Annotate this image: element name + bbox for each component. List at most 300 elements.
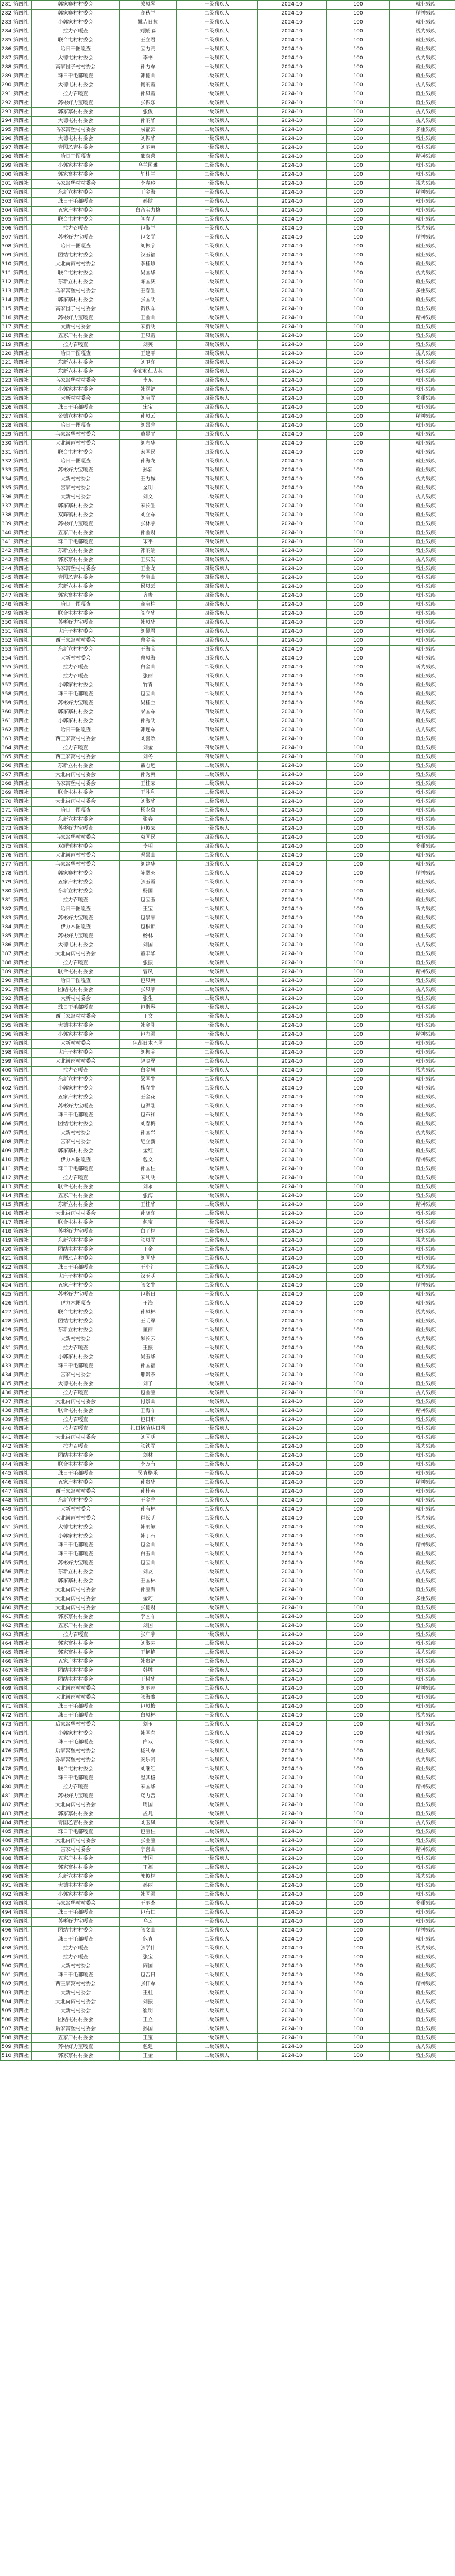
table-row [1,1918,455,1927]
table-row [1,305,455,314]
cell-village: 乌家窝堡村村委会 [32,1900,120,1909]
table-row [1,350,455,359]
cell-amount: 100 [327,1846,390,1855]
cell-amount: 100 [327,54,390,63]
cell-village: 大新村村委会 [32,1040,120,1049]
cell-amount: 100 [327,1667,390,1676]
cell-village: 珠日干毛都嘎查 [32,1935,120,1944]
cell-amount: 100 [327,1523,390,1532]
cell-district: 第四社 [12,1900,32,1909]
cell-period: 2024-10 [258,1810,327,1819]
cell-person-name: 孙凤林 [120,1308,177,1317]
cell-person-name: 曹金宝 [120,637,177,646]
cell-period: 2024-10 [258,1595,327,1604]
cell-disability-type: 就业残疾 [390,520,455,529]
cell-village: 西王家窝村村委会 [32,637,120,646]
cell-period: 2024-10 [258,1927,327,1935]
cell-district: 第四社 [12,798,32,807]
cell-amount: 100 [327,2007,390,2016]
cell-disability-level: 一级残疾人 [177,233,258,242]
cell-disability-type: 就业残疾 [390,780,455,789]
cell-disability-type: 视力残疾 [390,1443,455,1452]
table-row [1,771,455,780]
cell-district: 第四社 [12,233,32,242]
cell-period: 2024-10 [258,1111,327,1120]
table-row [1,574,455,583]
cell-row-number: 480 [1,1783,12,1792]
cell-disability-type: 就业残疾 [390,1667,455,1676]
table-row [1,296,455,305]
table-row [1,108,455,117]
cell-row-number: 343 [1,556,12,565]
cell-district: 第四社 [12,1891,32,1900]
cell-district: 第四社 [12,1649,32,1658]
cell-district: 第四社 [12,2025,32,2034]
cell-village: 苏彬好力宝嘎查 [32,914,120,923]
cell-disability-type: 就业残疾 [390,1425,455,1434]
cell-row-number: 320 [1,350,12,359]
cell-amount: 100 [327,45,390,54]
cell-disability-level: 二级残疾人 [177,287,258,296]
table-row [1,27,455,36]
cell-person-name: 王海宝 [120,646,177,654]
cell-person-name: 张广宇 [120,1631,177,1640]
cell-district: 第四社 [12,744,32,753]
table-row [1,1559,455,1568]
cell-amount: 100 [327,1147,390,1156]
cell-person-name: 包凤梅 [120,1703,177,1712]
cell-disability-type: 视力残疾 [390,1335,455,1344]
cell-person-name: 金布和仁古拉 [120,368,177,377]
cell-row-number: 290 [1,81,12,90]
cell-person-name: 王海军 [120,1407,177,1416]
cell-row-number: 458 [1,1586,12,1595]
cell-row-number: 479 [1,1774,12,1783]
cell-district: 第四社 [12,189,32,198]
cell-period: 2024-10 [258,1192,327,1201]
cell-disability-level: 一级残疾人 [177,296,258,305]
cell-row-number: 509 [1,2043,12,2052]
table-row [1,726,455,735]
cell-village: 联合屯村村委会 [32,610,120,619]
cell-disability-level: 二级残疾人 [177,1532,258,1541]
table-row [1,1891,455,1900]
cell-period: 2024-10 [258,198,327,207]
cell-amount: 100 [327,162,390,171]
cell-disability-type: 就业残疾 [390,1013,455,1022]
table-row [1,1729,455,1738]
cell-row-number: 430 [1,1335,12,1344]
cell-village: 大新村村委会 [32,1962,120,1971]
cell-district: 第四社 [12,1461,32,1470]
cell-disability-level: 二级残疾人 [177,1738,258,1747]
cell-village: 东新立村村委会 [32,1497,120,1506]
cell-village: 东新立村村委会 [32,278,120,287]
cell-amount: 100 [327,950,390,959]
cell-person-name: 李万有 [120,1461,177,1470]
cell-disability-type: 就业残疾 [390,1371,455,1380]
cell-person-name: 温其格 [120,1774,177,1783]
cell-disability-level: 一级残疾人 [177,932,258,941]
cell-amount: 100 [327,1756,390,1765]
cell-disability-type: 就业残疾 [390,1380,455,1389]
cell-district: 第四社 [12,386,32,395]
cell-period: 2024-10 [258,225,327,233]
cell-person-name: 包宝玉 [120,896,177,905]
cell-row-number: 420 [1,1246,12,1255]
cell-disability-type: 就业残疾 [390,1040,455,1049]
cell-village: 苏彬好力宝嘎查 [32,466,120,475]
cell-period: 2024-10 [258,1541,327,1550]
cell-district: 第四社 [12,1434,32,1443]
cell-amount: 100 [327,2025,390,2034]
table-row [1,977,455,986]
table-row [1,1953,455,1962]
cell-row-number: 419 [1,1237,12,1246]
cell-period: 2024-10 [258,1425,327,1434]
cell-person-name: 刘振华 [120,135,177,144]
cell-village: 拉力召嘎查 [32,663,120,672]
cell-district: 第四社 [12,1980,32,1989]
cell-district: 第四社 [12,457,32,466]
cell-disability-level: 一级残疾人 [177,135,258,144]
cell-period: 2024-10 [258,896,327,905]
cell-period: 2024-10 [258,771,327,780]
cell-district: 第四社 [12,1631,32,1640]
cell-row-number: 439 [1,1416,12,1425]
table-row [1,708,455,717]
cell-person-name: 张文生 [120,1282,177,1291]
cell-amount: 100 [327,601,390,610]
cell-row-number: 300 [1,171,12,180]
table-row [1,735,455,744]
cell-disability-level: 二级残疾人 [177,1282,258,1291]
cell-person-name: 刘冬 [120,753,177,762]
cell-period: 2024-10 [258,529,327,538]
cell-row-number: 411 [1,1165,12,1174]
cell-amount: 100 [327,834,390,843]
cell-amount: 100 [327,117,390,126]
cell-row-number: 293 [1,108,12,117]
cell-row-number: 407 [1,1129,12,1138]
table-row [1,162,455,171]
cell-amount: 100 [327,735,390,744]
table-row [1,547,455,556]
cell-disability-level: 二级残疾人 [177,1479,258,1488]
cell-amount: 100 [327,1407,390,1416]
cell-row-number: 371 [1,807,12,816]
cell-disability-level: 二级残疾人 [177,216,258,225]
cell-disability-level: 二级残疾人 [177,36,258,45]
cell-village: 团结屯村村委会 [32,1927,120,1935]
cell-row-number: 483 [1,1810,12,1819]
cell-period: 2024-10 [258,1568,327,1577]
cell-amount: 100 [327,1273,390,1282]
cell-disability-type: 就业残疾 [390,18,455,27]
cell-period: 2024-10 [258,681,327,690]
cell-village: 东新立村村委会 [32,1076,120,1084]
cell-period: 2024-10 [258,422,327,431]
cell-district: 第四社 [12,1828,32,1837]
cell-district: 第四社 [12,153,32,162]
cell-period: 2024-10 [258,1174,327,1183]
cell-person-name: 王庆发 [120,556,177,565]
cell-disability-level: 二级残疾人 [177,1846,258,1855]
cell-disability-level: 一级残疾人 [177,54,258,63]
cell-village: 珠日干毛都嘎查 [32,1550,120,1559]
cell-row-number: 366 [1,762,12,771]
cell-disability-level: 四级残疾人 [177,332,258,341]
cell-district: 第四社 [12,332,32,341]
cell-district: 第四社 [12,619,32,628]
cell-period: 2024-10 [258,816,327,825]
cell-person-name: 曹凤海 [120,654,177,663]
table-row [1,1667,455,1676]
cell-disability-type: 视力残疾 [390,556,455,565]
cell-village: 哈日干图嘎查 [32,905,120,914]
cell-row-number: 466 [1,1658,12,1667]
cell-disability-type: 就业残疾 [390,36,455,45]
cell-disability-type: 视力残疾 [390,1819,455,1828]
cell-amount: 100 [327,529,390,538]
table-row [1,1792,455,1801]
cell-disability-level: 一级残疾人 [177,1855,258,1864]
table-row [1,153,455,162]
cell-district: 第四社 [12,1040,32,1049]
table-row [1,1694,455,1703]
table-row [1,1362,455,1371]
cell-person-name: 杨利军 [120,1747,177,1756]
cell-village: 苏彬好力宝嘎查 [32,1918,120,1927]
cell-disability-type: 就业残疾 [390,681,455,690]
cell-row-number: 485 [1,1828,12,1837]
cell-row-number: 482 [1,1801,12,1810]
cell-period: 2024-10 [258,314,327,323]
cell-disability-type: 视力残疾 [390,1129,455,1138]
cell-district: 第四社 [12,601,32,610]
table-row [1,610,455,619]
table-row [1,816,455,825]
table-row [1,1326,455,1335]
cell-period: 2024-10 [258,81,327,90]
table-row [1,1049,455,1058]
cell-village: 郭家寨村村委会 [32,108,120,117]
cell-disability-level: 二级残疾人 [177,1729,258,1738]
cell-district: 第四社 [12,135,32,144]
cell-period: 2024-10 [258,1559,327,1568]
cell-row-number: 394 [1,1013,12,1022]
table-row [1,63,455,72]
cell-village: 珠日干毛都嘎查 [32,1828,120,1837]
cell-amount: 100 [327,2043,390,2052]
cell-row-number: 403 [1,1093,12,1102]
cell-period: 2024-10 [258,654,327,663]
cell-village: 苏彬好力宝嘎查 [32,1102,120,1111]
cell-district: 第四社 [12,431,32,440]
cell-disability-type: 视力残疾 [390,1264,455,1273]
cell-amount: 100 [327,717,390,726]
cell-period: 2024-10 [258,1479,327,1488]
cell-disability-level: 一级残疾人 [177,1219,258,1228]
cell-disability-level: 四级残疾人 [177,654,258,663]
cell-disability-type: 就业残疾 [390,717,455,726]
table-row [1,1255,455,1264]
cell-period: 2024-10 [258,2043,327,2052]
cell-person-name: 孙海龙 [120,457,177,466]
table-row [1,1577,455,1586]
cell-district: 第四社 [12,1407,32,1416]
cell-period: 2024-10 [258,1846,327,1855]
cell-disability-type: 就业残疾 [390,637,455,646]
cell-person-name: 孙国兴 [120,1129,177,1138]
cell-amount: 100 [327,1541,390,1550]
cell-amount: 100 [327,932,390,941]
cell-disability-level: 二级残疾人 [177,314,258,323]
cell-person-name: 刘淑芬 [120,1640,177,1649]
cell-person-name: 包根锁 [120,923,177,932]
cell-district: 第四社 [12,81,32,90]
cell-disability-level: 一级残疾人 [177,1783,258,1792]
cell-amount: 100 [327,1855,390,1864]
cell-district: 第四社 [12,1846,32,1855]
cell-row-number: 392 [1,995,12,1004]
cell-period: 2024-10 [258,1658,327,1667]
cell-amount: 100 [327,144,390,153]
cell-amount: 100 [327,1299,390,1308]
cell-period: 2024-10 [258,1237,327,1246]
cell-person-name: 孙晓东 [120,1210,177,1219]
cell-person-name: 刘玉 [120,1721,177,1729]
cell-person-name: 包青 [120,1935,177,1944]
cell-village: 大新村村委会 [32,1506,120,1514]
cell-period: 2024-10 [258,1380,327,1389]
cell-village: 苏彬好力宝嘎查 [32,825,120,834]
cell-district: 第四社 [12,1703,32,1712]
cell-district: 第四社 [12,1246,32,1255]
cell-district: 第四社 [12,260,32,269]
cell-person-name: 张金宝 [120,1837,177,1846]
cell-village: 联合屯村村委会 [32,36,120,45]
cell-amount: 100 [327,1210,390,1219]
cell-disability-type: 就业残疾 [390,144,455,153]
cell-person-name: 王明军 [120,1317,177,1326]
cell-person-name: 刘继红 [120,1765,177,1774]
table-body [1,1,455,2061]
cell-period: 2024-10 [258,914,327,923]
cell-village: 宫家村村委会 [32,484,120,493]
cell-disability-type: 视力残疾 [390,986,455,995]
table-row [1,968,455,977]
table-row [1,1353,455,1362]
cell-disability-level: 二级残疾人 [177,1407,258,1416]
table-row [1,896,455,905]
table-row [1,717,455,726]
cell-village: 哈日干图嘎查 [32,726,120,735]
cell-period: 2024-10 [258,1147,327,1156]
cell-period: 2024-10 [258,1067,327,1076]
cell-period: 2024-10 [258,1273,327,1282]
table-row [1,2025,455,2034]
table-row [1,404,455,413]
cell-person-name: 张振东 [120,99,177,108]
cell-district: 第四社 [12,896,32,905]
cell-period: 2024-10 [258,431,327,440]
cell-person-name: 包宝柱 [120,1828,177,1837]
table-row [1,386,455,395]
cell-disability-type: 就业残疾 [390,1971,455,1980]
cell-person-name: 宋利明 [120,1174,177,1183]
cell-period: 2024-10 [258,1882,327,1891]
cell-row-number: 333 [1,466,12,475]
cell-person-name: 郭俊林 [120,1873,177,1882]
cell-district: 第四社 [12,681,32,690]
cell-person-name: 孙贵华 [120,1479,177,1488]
cell-person-name: 孙秀英 [120,771,177,780]
cell-disability-level: 四级残疾人 [177,386,258,395]
cell-row-number: 286 [1,45,12,54]
table-row [1,878,455,887]
cell-disability-level: 一级残疾人 [177,1192,258,1201]
cell-amount: 100 [327,1084,390,1093]
cell-amount: 100 [327,1362,390,1371]
table-row [1,780,455,789]
cell-district: 第四社 [12,1855,32,1864]
cell-disability-level: 二级残疾人 [177,242,258,251]
cell-period: 2024-10 [258,1443,327,1452]
table-row [1,1031,455,1040]
cell-amount: 100 [327,672,390,681]
cell-person-name: 李国军 [120,1613,177,1622]
cell-amount: 100 [327,36,390,45]
cell-disability-type: 就业残疾 [390,565,455,574]
cell-disability-level: 二级残疾人 [177,1049,258,1058]
cell-village: 郭家寨村村委会 [32,1577,120,1586]
cell-amount: 100 [327,654,390,663]
cell-period: 2024-10 [258,663,327,672]
cell-person-name: 张学伟 [120,1944,177,1953]
cell-person-name: 乌力吉 [120,1792,177,1801]
cell-amount: 100 [327,1488,390,1497]
cell-disability-type: 就业残疾 [390,1694,455,1703]
table-row [1,484,455,493]
cell-row-number: 323 [1,377,12,386]
cell-row-number: 380 [1,887,12,896]
cell-amount: 100 [327,278,390,287]
cell-row-number: 462 [1,1622,12,1631]
cell-person-name: 王胜利 [120,789,177,798]
cell-disability-type: 就业残疾 [390,861,455,869]
cell-disability-level: 四级残疾人 [177,646,258,654]
cell-amount: 100 [327,2034,390,2043]
cell-district: 第四社 [12,10,32,18]
cell-person-name: 包宝 [120,1219,177,1228]
cell-period: 2024-10 [258,180,327,189]
cell-period: 2024-10 [258,233,327,242]
cell-period: 2024-10 [258,1801,327,1810]
cell-row-number: 385 [1,932,12,941]
cell-person-name: 董显平 [120,431,177,440]
cell-district: 第四社 [12,287,32,296]
cell-district: 第四社 [12,314,32,323]
cell-disability-level: 四级残疾人 [177,574,258,583]
cell-disability-level: 四级残疾人 [177,547,258,556]
cell-person-name: 王金龙 [120,565,177,574]
cell-district: 第四社 [12,305,32,314]
cell-amount: 100 [327,135,390,144]
cell-person-name: 扎日格哈达日嘎 [120,1425,177,1434]
cell-disability-type: 就业残疾 [390,538,455,547]
cell-district: 第四社 [12,941,32,950]
